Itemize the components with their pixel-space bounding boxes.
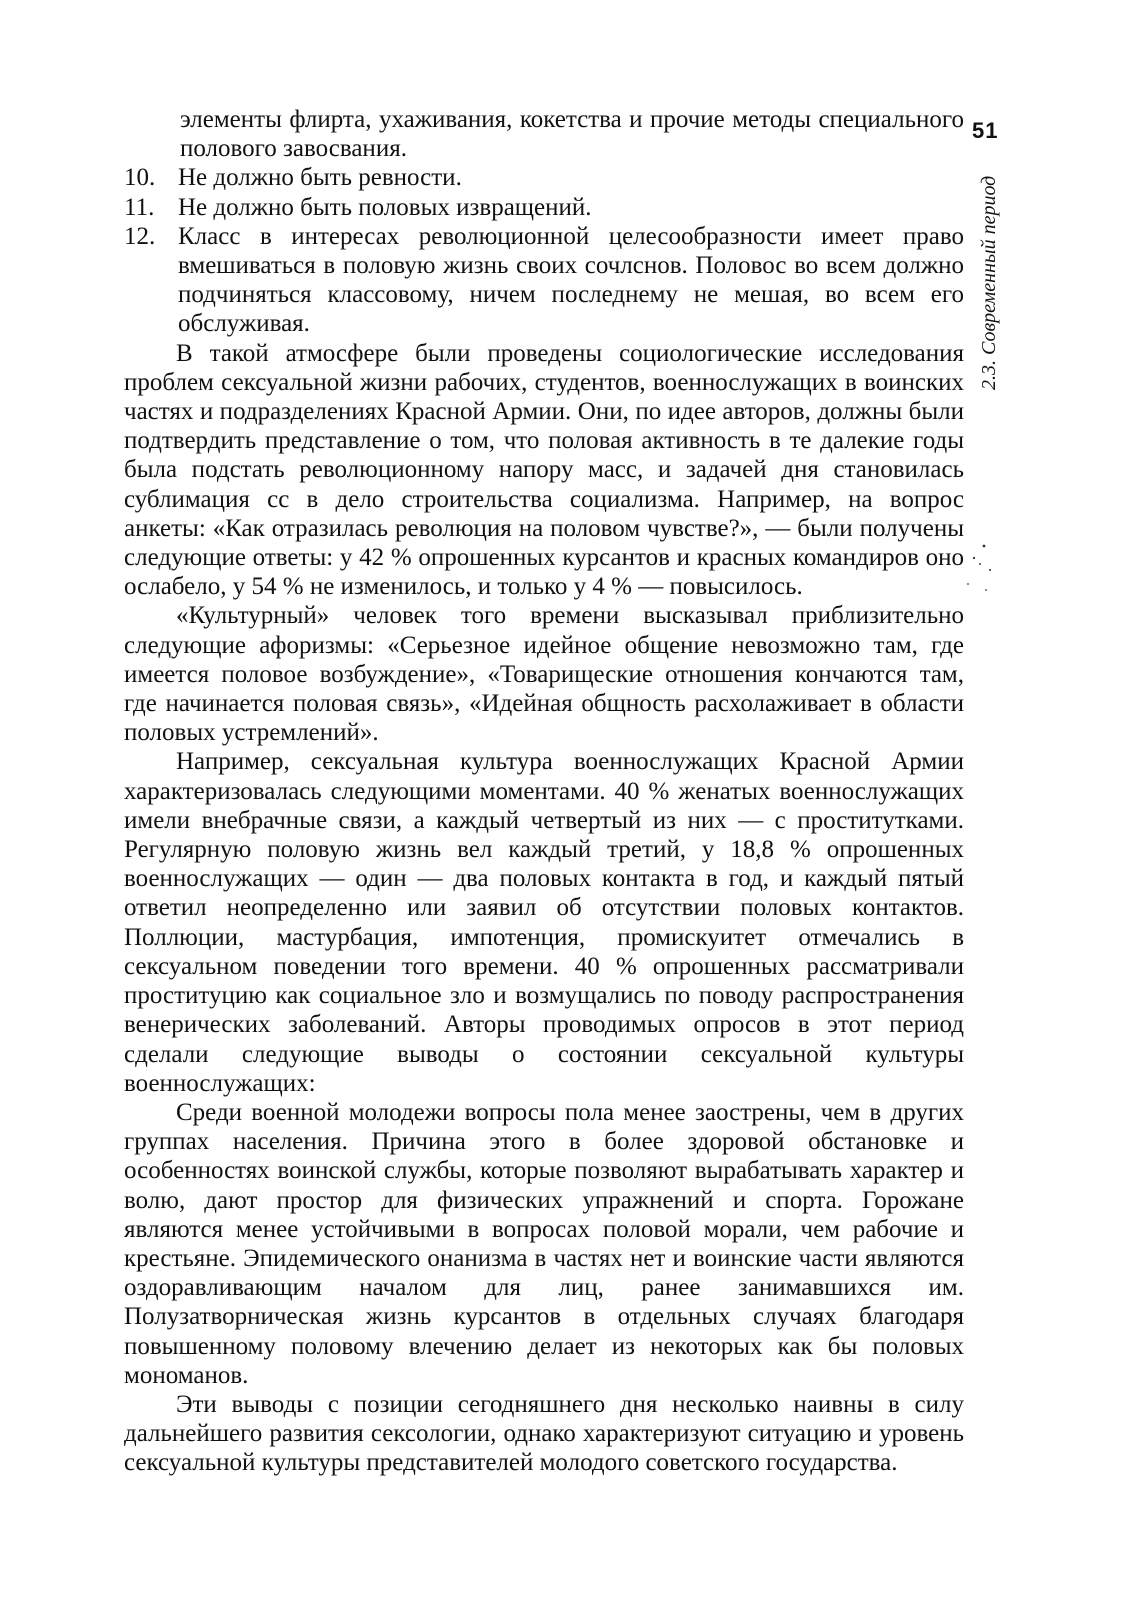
list-item xyxy=(124,222,964,339)
paragraph: Эти выводы с позиции сегодняшнего дня несколько наивны в силу дальнейшего развития сексологии, однако характеризуют ситуацию и уровень сексуальной культуры представителей молодого советского государства. xyxy=(124,1390,964,1477)
paragraph: Среди военной молодежи вопросы пола менее заострены, чем в других группах населения. Причина этого в более здоровой обстановке и особенностях воинской службы, которые позволяют вырабатывать характер и волю, дают простор для физических упражнений и спорта. Горожане являются менее устойчивыми в вопросах половой морали, чем рабочие и крестьяне. Эпидемического онанизма в частях нет и воинские части являются оздоравливающим началом для лиц, ранее занимавшихся им. Полузатворническая жизнь курсантов в отдельных случаях благодаря повышенному половому влечению делает из некоторых как бы половых мономанов. xyxy=(124,1098,964,1389)
paragraph: В такой атмосфере были проведены социологические исследования проблем сексуальной жизни рабочих, студентов, военнослужащих в воинских частях и подразделениях Красной Армии. Они, по идее авторов, должны были подтвердить представление о том, что половая активность в те далекие годы была подстать революционному напору масс, и задачей дня становилась сублимация сс в дело строительства социализма. Например, на вопрос анкеты: «Как отразилась революция на половом чувстве?», — были получены следующие ответы: у 42 % опрошенных курсантов и красных командиров оно ослабело, у 54 % не изменилось, и только у 4 % — повысилось. xyxy=(124,339,964,601)
list-item-number: 12. xyxy=(124,222,156,250)
list-item xyxy=(124,193,964,222)
page-number: 51 xyxy=(972,118,999,143)
list-continuation: элементы флирта, ухаживания, кокетства и прочие методы специального полового завосвания. xyxy=(180,106,964,163)
running-head: 2.3. Современный период xyxy=(978,175,1000,390)
body-text xyxy=(124,105,964,1478)
list-item-text: Не должно быть ревности. xyxy=(178,164,462,192)
paragraph: «Культурный» человек того времени высказывал приблизительно следующие афоризмы: «Серьезное идейное общение невозможно там, где имеется половое возбуждение», «Товарищеские отношения кончаются там, где начинается половая связь», «Идейная общность расхолаживает в области половых устремлений». xyxy=(124,602,964,747)
list-item-number: 10. xyxy=(124,164,156,192)
list-item-text: Класс в интересах революционной целесообразности имеет право вмешиваться в половую жизнь своих сочлснов. Половос во всем должно подчиняться классовому, ничем последнему не мешая, во всем его обслуживая. xyxy=(178,222,964,338)
scan-specks xyxy=(960,540,1000,610)
list-item-number: 11. xyxy=(124,193,155,221)
list-item xyxy=(124,163,964,192)
list-item-text: Не должно быть половых извращений. xyxy=(178,193,592,221)
paragraph: Например, сексуальная культура военнослужащих Красной Армии характеризовалась следующими моментами. 40 % женатых военнослужащих имели внебрачные связи, а каждый четвертый из них — с проститутками. Регулярную половую жизнь вел каждый третий, у 18,8 % опрошенных военнослужащих — один — два половых контакта в год, и каждый пятый ответил неопределенно или заявил об отсутствии половых контактов. Поллюции, мастурбация, импотенция, промискуитет отмечались в сексуальном поведении того времени. 40 % опрошенных рассматривали проституцию как социальное зло и возмущались по поводу распространения венерических заболеваний. Авторы проводимых опросов в этот период сделали следующие выводы о состоянии сексуальной культуры военнослужащих: xyxy=(124,748,964,1097)
